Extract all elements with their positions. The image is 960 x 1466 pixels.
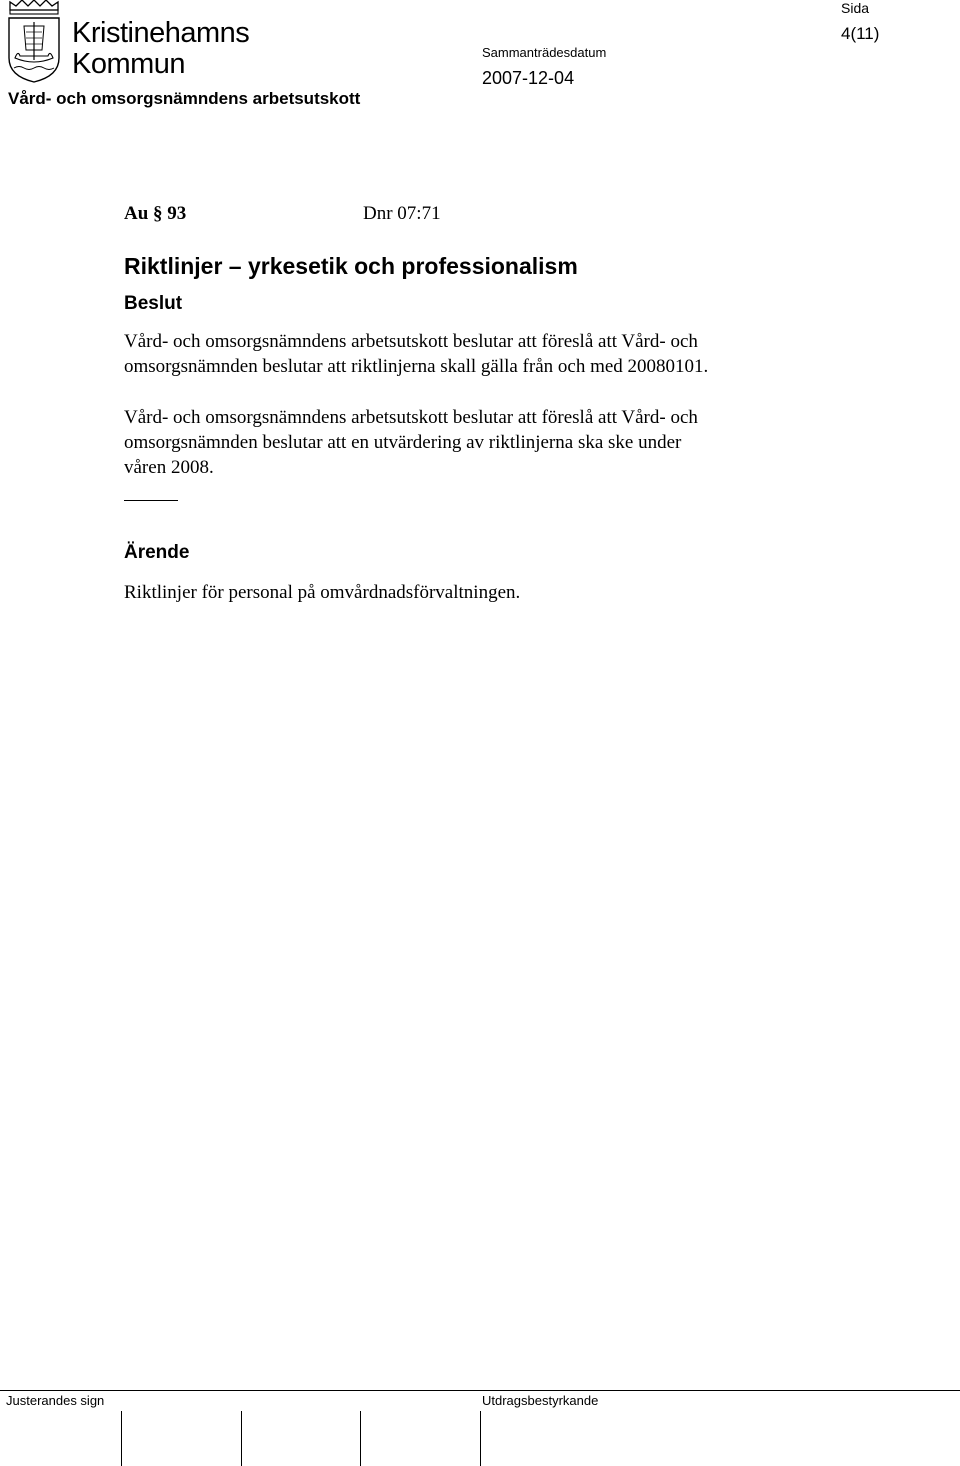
decision-heading: Beslut [124, 293, 183, 314]
municipal-coat-of-arms-logo [6, 0, 62, 84]
extract-certification-label: Utdragsbestyrkande [482, 1393, 599, 1408]
paragraph-line: omsorgsnämnden beslutar att en utvärdering av riktlinjerna ska ske under [124, 432, 682, 453]
decision-paragraph-1 [124, 329, 824, 379]
committee-name: Vård- och omsorgsnämndens arbetsutskott [8, 89, 361, 108]
paragraph-line: Vård- och omsorgsnämndens arbetsutskott beslutar att föreslå att Vård- och [124, 331, 698, 352]
signature-box-divider [360, 1411, 361, 1466]
paragraph-line: våren 2008. [124, 457, 214, 478]
diary-number: Dnr 07:71 [363, 203, 441, 224]
signature-box-divider [121, 1411, 122, 1466]
meeting-date: 2007-12-04 [482, 68, 575, 88]
decision-paragraph-2 [124, 405, 824, 480]
adjuster-signature-label: Justerandes sign [6, 1393, 105, 1408]
separator-line [124, 500, 178, 501]
paragraph-line: Vård- och omsorgsnämndens arbetsutskott beslutar att föreslå att Vård- och [124, 407, 698, 428]
signature-box-divider [480, 1411, 481, 1466]
matter-text: Riktlinjer för personal på omvårdnadsförvaltningen. [124, 582, 521, 603]
section-number: Au § 93 [124, 203, 187, 224]
logo-text-line-1: Kristinehamns [72, 17, 250, 49]
page-label: Sida [841, 0, 870, 16]
meeting-date-label: Sammanträdesdatum [482, 45, 607, 60]
paragraph-line: omsorgsnämnden beslutar att riktlinjerna skall gälla från och med 20080101. [124, 356, 709, 377]
page-number: 4(11) [841, 24, 880, 43]
footer-divider [0, 1390, 960, 1391]
signature-box-divider [241, 1411, 242, 1466]
page-title: Riktlinjer – yrkesetik och professionalism [124, 253, 578, 279]
matter-heading: Ärende [124, 542, 190, 563]
logo-text-line-2: Kommun [72, 48, 186, 80]
